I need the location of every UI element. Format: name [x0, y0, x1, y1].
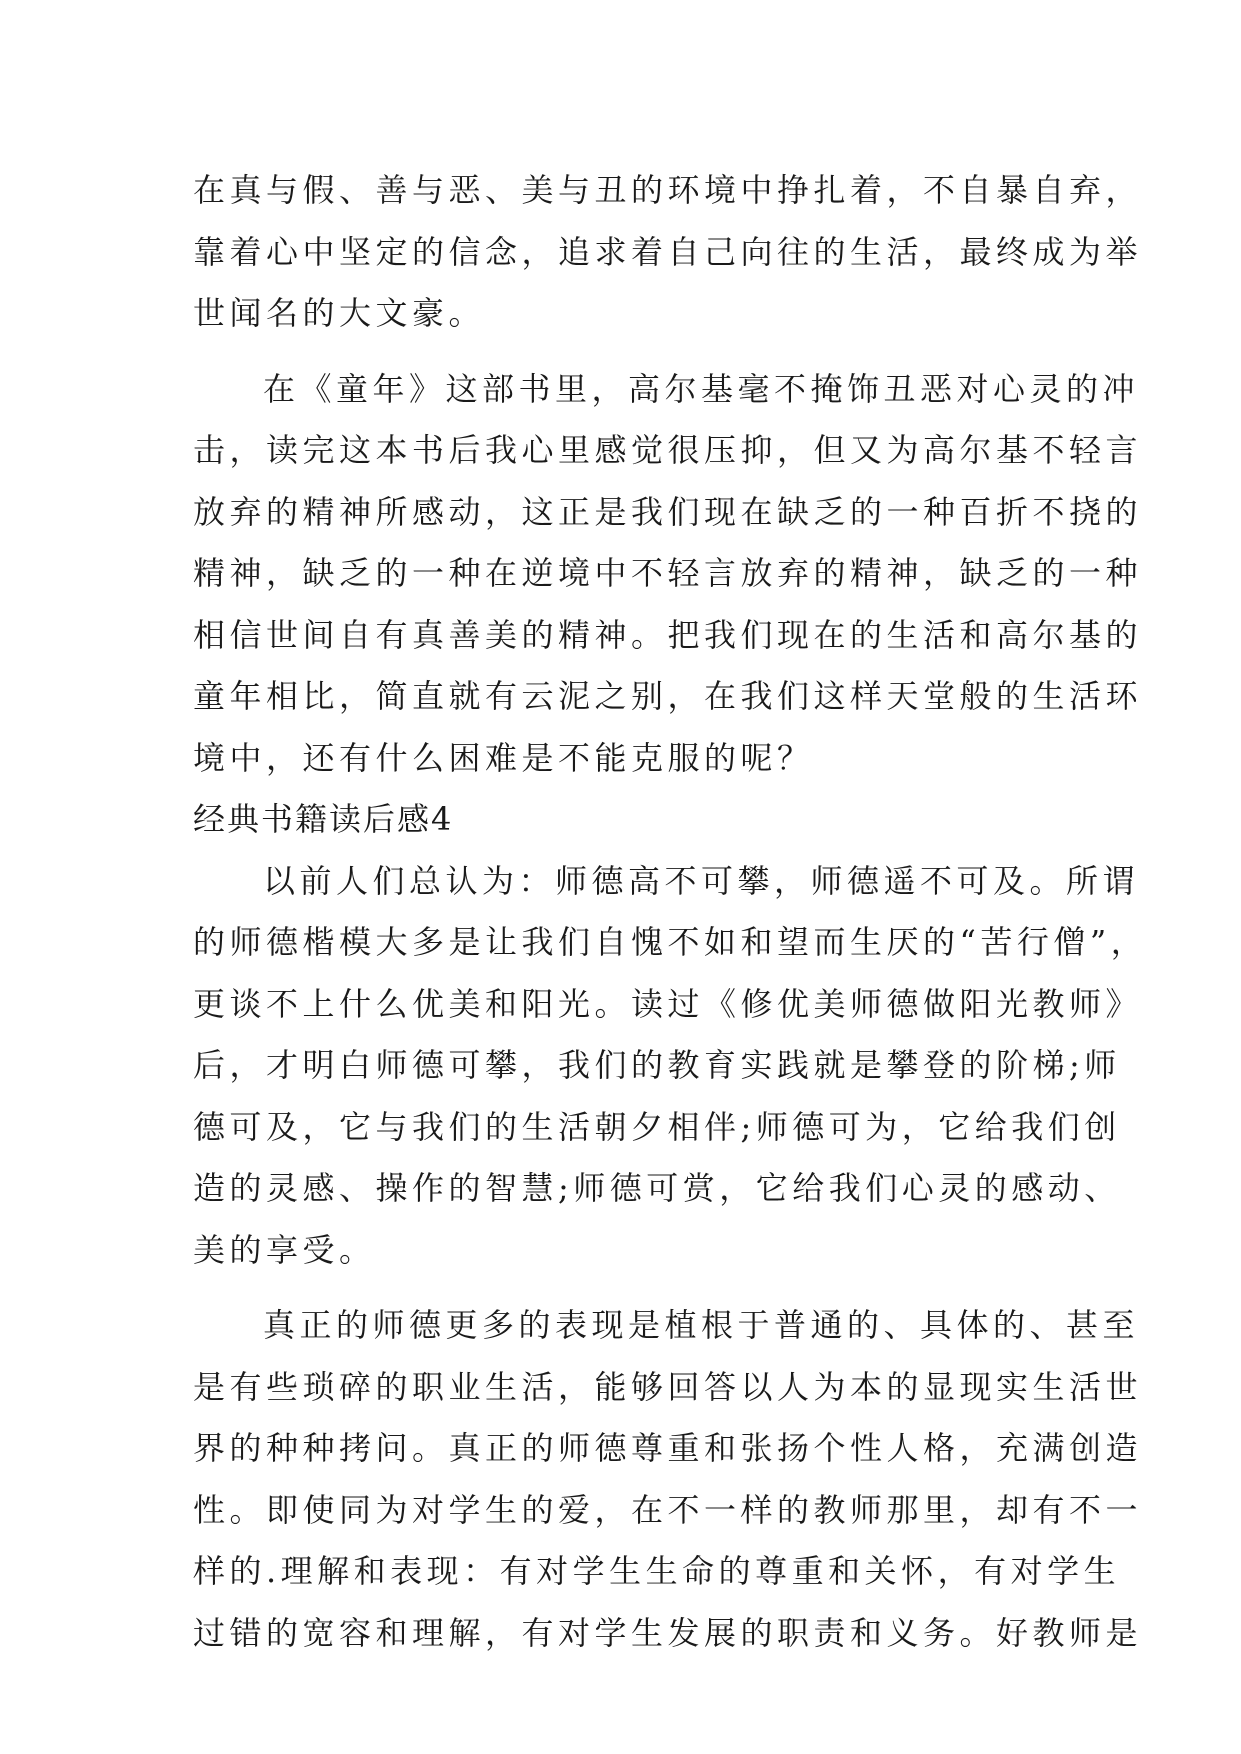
paragraph	[193, 1295, 1143, 1664]
document-body	[193, 160, 1148, 1664]
text-line: 更谈不上什么优美和阳光。读过《修优美师德做阳光教师》	[193, 984, 1143, 1023]
text-line: 相信世间自有真善美的精神。把我们现在的生活和高尔基的	[193, 615, 1143, 654]
text-line: 过错的宽容和理解，有对学生发展的职责和义务。好教师是	[193, 1613, 1143, 1652]
text-line: 后，才明白师德可攀，我们的教育实践就是攀登的阶梯;师	[193, 1046, 1121, 1084]
text-line: 性。即使同为对学生的爱，在不一样的教师那里，却有不一	[193, 1490, 1143, 1529]
section-heading: 经典书籍读后感4	[193, 800, 454, 838]
text-line: 击，读完这本书后我心里感觉很压抑，但又为高尔基不轻言	[193, 431, 1143, 469]
text-line: 的师德楷模大多是让我们自愧不如和望而生厌的“苦行僧”，	[193, 923, 1148, 961]
text-line: 在真与假、善与恶、美与丑的环境中挣扎着，不自暴自弃，	[193, 171, 1143, 209]
text-line: 以前人们总认为：师德高不可攀，师德遥不可及。所谓	[263, 861, 1140, 900]
paragraph	[193, 359, 1143, 790]
text-line: 在《童年》这部书里，高尔基毫不掩饰丑恶对心灵的冲	[263, 369, 1140, 408]
paragraph	[193, 160, 1143, 345]
paragraph	[193, 851, 1148, 1282]
text-line: 真正的师德更多的表现是植根于普通的、具体的、甚至	[263, 1306, 1140, 1344]
text-line: 放弃的精神所感动，这正是我们现在缺乏的一种百折不挠的	[193, 492, 1143, 531]
text-line: 境中，还有什么困难是不能克服的呢？	[193, 738, 814, 777]
text-line: 是有些琐碎的职业生活，能够回答以人为本的显现实生活世	[193, 1367, 1143, 1406]
text-line: 靠着心中坚定的信念，追求着自己向往的生活，最终成为举	[193, 232, 1143, 271]
text-line: 精神，缺乏的一种在逆境中不轻言放弃的精神，缺乏的一种	[193, 554, 1143, 592]
text-line: 世闻名的大文豪。	[193, 294, 486, 332]
text-line: 造的灵感、操作的智慧;师德可赏，它给我们心灵的感动、	[193, 1169, 1121, 1207]
text-line: 美的享受。	[193, 1230, 376, 1269]
text-line: 童年相比，简直就有云泥之别，在我们这样天堂般的生活环	[193, 677, 1143, 715]
text-line: 样的.理解和表现：有对学生生命的尊重和关怀，有对学生	[193, 1552, 1121, 1590]
text-line: 界的种种拷问。真正的师德尊重和张扬个性人格，充满创造	[193, 1429, 1143, 1467]
text-line: 德可及，它与我们的生活朝夕相伴;师德可为，它给我们创	[193, 1107, 1121, 1146]
